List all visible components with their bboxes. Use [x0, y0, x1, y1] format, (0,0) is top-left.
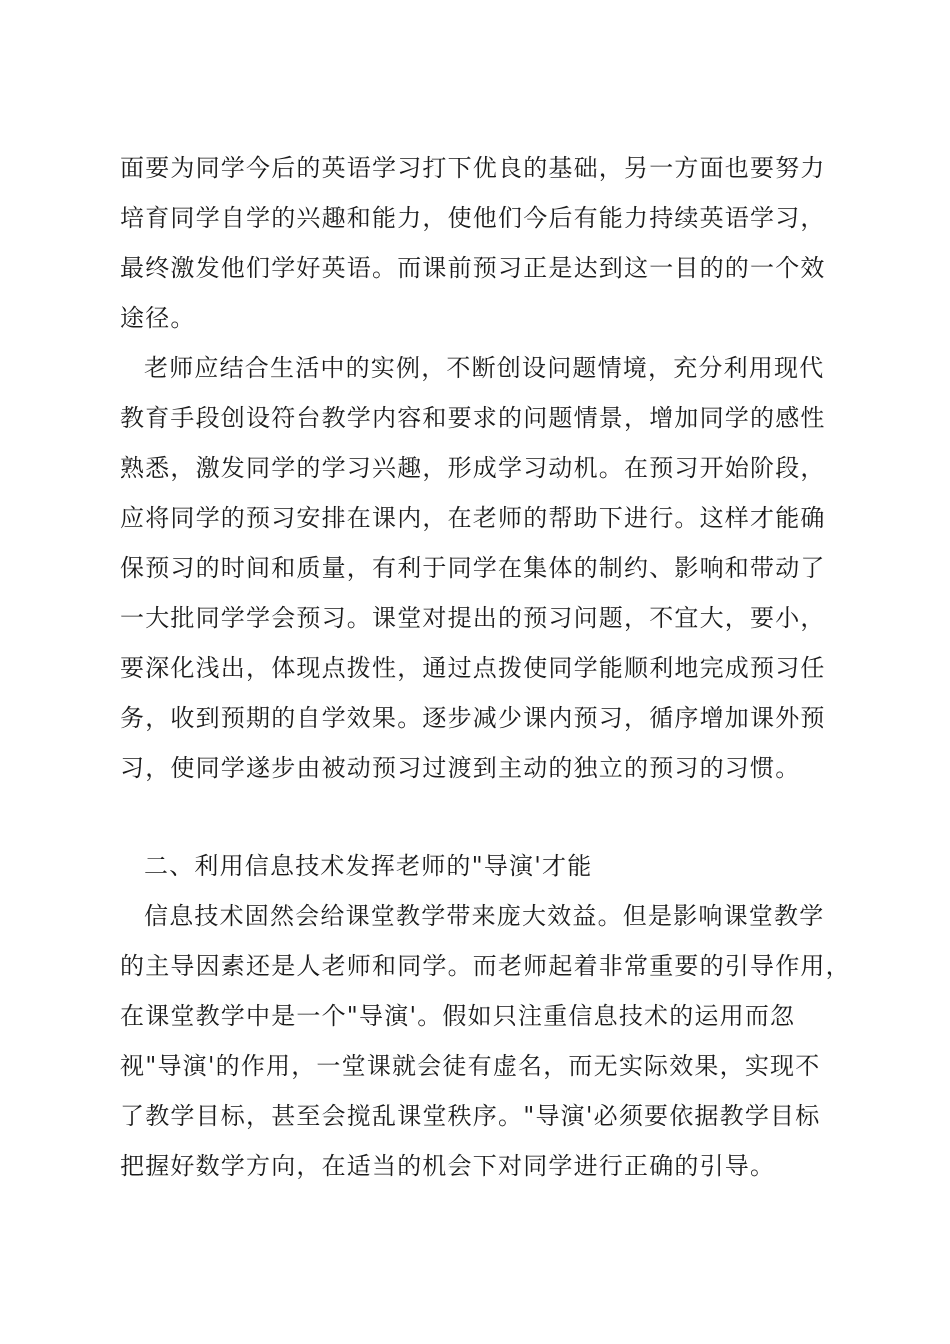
text-line: 熟悉，激发同学的学习兴趣，形成学习动机。在预习开始阶段，: [120, 454, 826, 482]
section-heading: 二、利用信息技术发挥老师的"导演'才能: [144, 852, 593, 880]
text-line: 教育手段创设符台教学内容和要求的问题情景，增加同学的感性: [120, 404, 826, 432]
text-line: 一大批同学学会预习。课堂对提出的预习问题，不宜大，要小，: [120, 604, 826, 632]
text-line: 保预习的时间和质量，有利于同学在集体的制约、影响和带动了: [120, 554, 826, 582]
text-line: 要深化浅出，体现点拨性，通过点拨使同学能顺利地完成预习任: [120, 654, 826, 682]
text-line: 培育同学自学的兴趣和能力，使他们今后有能力持续英语学习，: [120, 204, 826, 232]
text-line: 最终激发他们学好英语。而课前预习正是达到这一目的的一个效: [120, 254, 826, 282]
text-line: 的主导因素还是人老师和同学。而老师起着非常重要的引导作用，: [120, 952, 851, 980]
text-line: 老师应结合生活中的实例，不断创设问题情境，充分利用现代: [144, 354, 825, 382]
text-line: 面要为同学今后的英语学习打下优良的基础，另一方面也要努力: [120, 154, 826, 182]
text-line: 途径。: [120, 304, 196, 332]
text-line: 务，收到预期的自学效果。逐步减少课内预习，循序增加课外预: [120, 704, 826, 732]
text-line: 把握好数学方向，在适当的机会下对同学进行正确的引导。: [120, 1152, 776, 1180]
text-line: 在课堂教学中是一个"导演'。假如只注重信息技术的运用而忽: [120, 1002, 796, 1030]
text-line: 习，使同学遂步由被动预习过渡到主动的独立的预习的习惯。: [120, 754, 801, 782]
text-line: 信息技术固然会给课堂教学带来庞大效益。但是影响课堂教学: [144, 902, 825, 930]
text-line: 应将同学的预习安排在课内，在老师的帮助下进行。这样才能确: [120, 504, 826, 532]
text-line: 视"导演'的作用，一堂课就会徒有虚名，而无实际效果，实现不: [120, 1052, 821, 1080]
text-line: 了教学目标，甚至会搅乱课堂秩序。"导演'必须要依据教学目标: [120, 1102, 821, 1130]
